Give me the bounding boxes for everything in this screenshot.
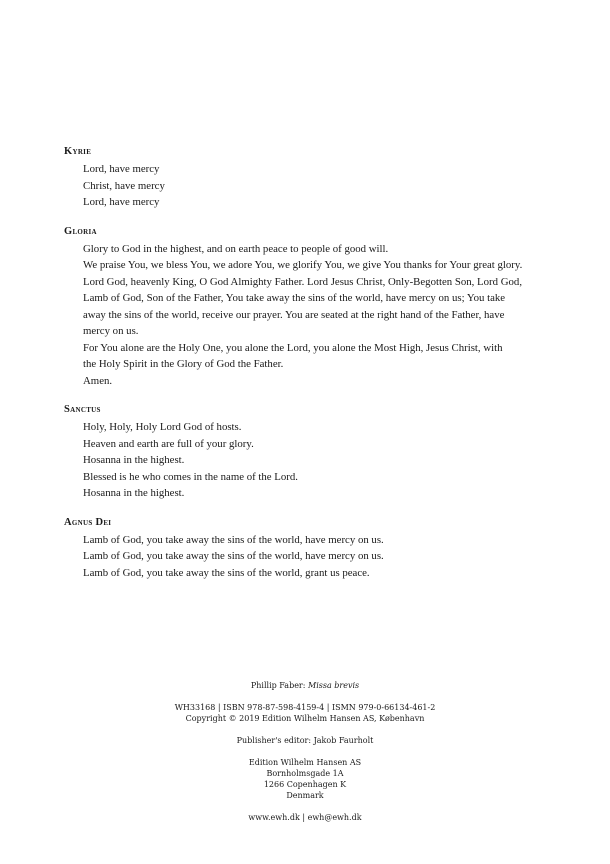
text-line: Lord God, heavenly King, O God Almighty Father. Lord Jesus Christ, Only-Begotten Son, Lord God, — [83, 275, 523, 288]
section-lines — [64, 161, 564, 211]
section-gloria — [64, 225, 564, 390]
publisher-address — [0, 757, 610, 801]
section-lines — [64, 241, 564, 390]
section-title: Sanctus — [64, 404, 101, 415]
identifiers: WH33168 | ISBN 978-87-598-4159-4 | ISMN 979-0-66134-461-2 — [174, 703, 436, 712]
section-title: Gloria — [64, 225, 97, 237]
text-line: We praise You, we bless You, we adore You, we glorify You, we give You thanks for Your great glory. — [83, 259, 523, 271]
text-line: Lamb of God, you take away the sins of the world, have mercy on us. — [83, 550, 384, 562]
section-agnus-dei — [64, 516, 564, 582]
text-line: away the sins of the world, receive our prayer. You are seated at the right hand of the Father, have — [83, 308, 505, 321]
text-line: the Holy Spirit in the Glory of God the Father. — [83, 358, 284, 370]
editor-credit — [0, 735, 610, 746]
contact-line: www.ewh.dk | ewh@ewh.dk — [248, 813, 362, 822]
text-line: For You alone are the Holy One, you alone the Lord, you alone the Most High, Jesus Christ, with — [83, 341, 503, 354]
text-line: mercy on us. — [83, 325, 139, 337]
work-credit — [0, 680, 610, 691]
text-line: Lord, have mercy — [83, 196, 160, 208]
address-line: Edition Wilhelm Hansen AS — [248, 758, 362, 767]
text-line: Holy, Holy, Holy Lord God of hosts. — [83, 421, 242, 433]
text-line: Lamb of God, you take away the sins of the world, grant us peace. — [83, 566, 370, 579]
mass-texts — [64, 145, 564, 595]
section-lines — [64, 532, 564, 582]
publication-info — [0, 702, 610, 724]
address-line: Bornholmsgade 1A — [266, 769, 344, 778]
composer-name: Phillip Faber: — [250, 681, 306, 690]
editor-line: Publisher's editor: Jakob Faurholt — [236, 736, 374, 745]
section-title: Kyrie — [64, 146, 92, 157]
text-line: Lamb of God, you take away the sins of the world, have mercy on us. — [83, 533, 384, 546]
copyright-notice: Copyright © 2019 Edition Wilhelm Hansen AS, København — [185, 714, 425, 723]
text-line: Glory to God in the highest, and on earth peace to people of good will. — [83, 242, 389, 255]
section-title: Agnus Dei — [64, 516, 112, 528]
text-line: Lamb of God, Son of the Father, You take away the sins of the world, have mercy on us; You take — [83, 292, 506, 304]
contact-info — [0, 812, 610, 823]
section-sanctus — [64, 403, 564, 502]
colophon — [0, 680, 610, 834]
text-line: Amen. — [83, 374, 113, 387]
work-title: Missa brevis — [308, 681, 360, 690]
section-lines — [64, 419, 564, 502]
text-line: Hosanna in the highest. — [83, 487, 185, 499]
section-kyrie — [64, 145, 564, 211]
text-line: Christ, have mercy — [83, 179, 165, 192]
address-line: Denmark — [286, 791, 324, 800]
text-line: Hosanna in the highest. — [83, 454, 185, 466]
address-line: 1266 Copenhagen K — [263, 780, 347, 789]
text-line: Blessed is he who comes in the name of the Lord. — [83, 470, 298, 483]
text-line: Heaven and earth are full of your glory. — [83, 437, 254, 450]
text-line: Lord, have mercy — [83, 163, 160, 175]
